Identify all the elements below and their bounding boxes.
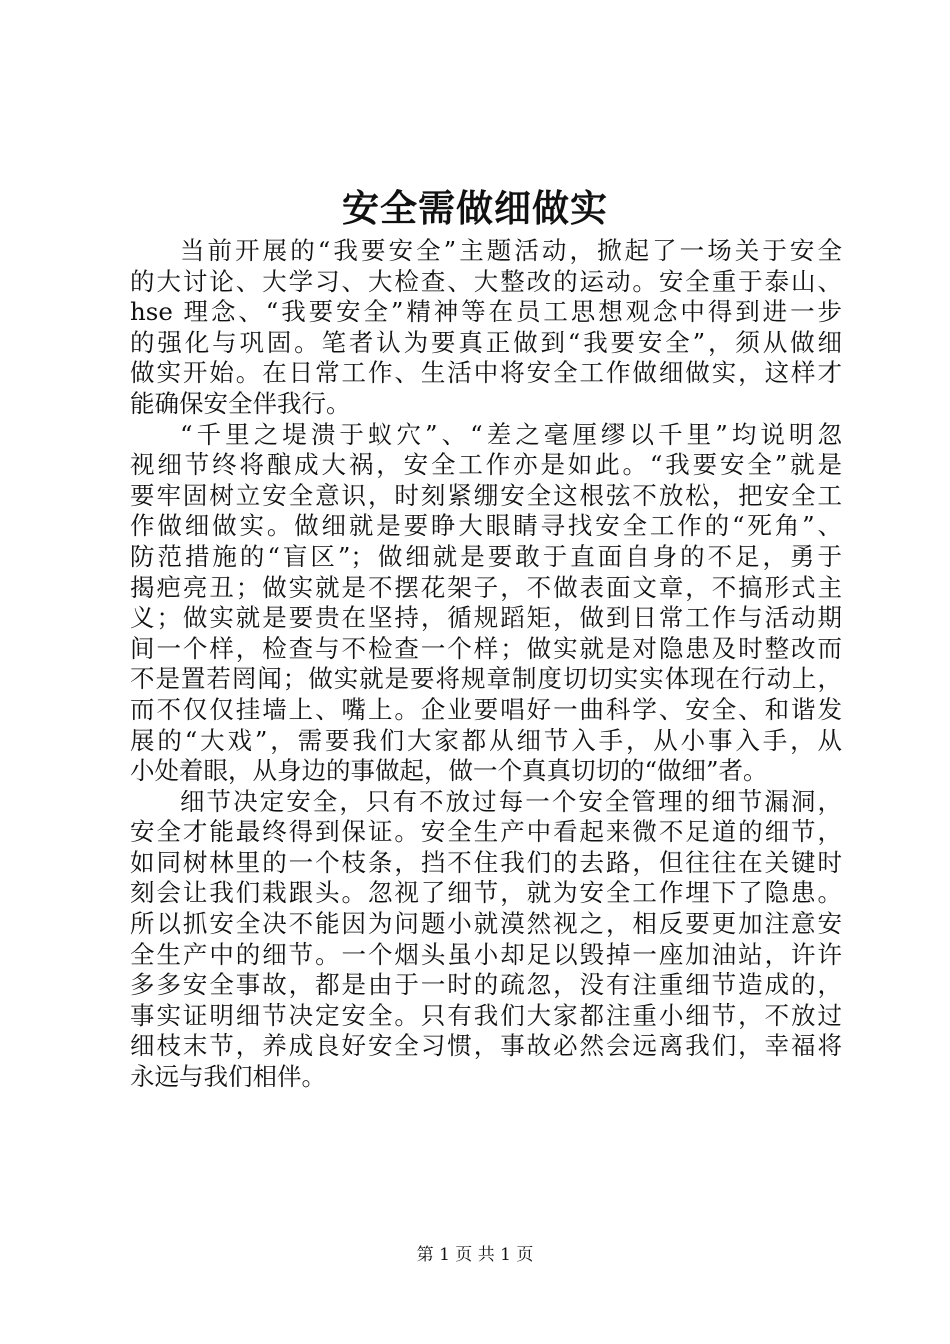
paragraph-3-line: 所以抓安全决不能因为问题小就漠然视之，相反要更加注意安 [130,909,842,939]
paragraph-2-line: 不是置若罔闻；做实就是要将规章制度切切实实体现在行动上， [130,664,842,694]
paragraph-1-line: 的大讨论、大学习、大检查、大整改的运动。安全重于泰山、 [130,266,842,296]
paragraph-1-line: 当前开展的“我要安全”主题活动，掀起了一场关于安全 [180,236,842,265]
paragraph-2-line: 间一个样，检查与不检查一个样；做实就是对隐患及时整改而 [130,633,842,663]
paragraph-2-line: 展的“大戏”，需要我们大家都从细节入手，从小事入手，从 [130,725,842,755]
paragraph-1-line: 的强化与巩固。笔者认为要真正做到“我要安全”，须从做细 [130,327,842,357]
paragraph-1-line: 做实开始。在日常工作、生活中将安全工作做细做实，这样才 [130,358,842,388]
paragraph-3-line: 安全才能最终得到保证。安全生产中看起来微不足道的细节， [130,817,842,847]
paragraph-3-line: 细节决定安全，只有不放过每一个安全管理的细节漏洞， [180,786,842,816]
paragraph-2-line: 要牢固树立安全意识，时刻紧绷安全这根弦不放松，把安全工 [130,480,842,510]
paragraph-3-line: 事实证明细节决定安全。只有我们大家都注重小细节，不放过 [130,1000,842,1030]
paragraph-2-line: 防范措施的“盲区”；做细就是要敢于直面自身的不足，勇于 [130,541,842,571]
paragraph-3-line: 刻会让我们栽跟头。忽视了细节，就为安全工作埋下了隐患。 [130,878,842,908]
page-footer: 第 1 页 共 1 页 [416,1245,534,1265]
paragraph-2-line: 义；做实就是要贵在坚持，循规蹈矩，做到日常工作与活动期 [130,603,842,633]
paragraph-1-line: hse 理念、“我要安全”精神等在员工思想观念中得到进一步 [130,297,842,327]
document-body [130,236,842,1093]
paragraph-2-line: “千里之堤溃于蚁穴”、“差之毫厘缪以千里”均说明忽 [180,419,842,449]
paragraph-2-line: 而不仅仅挂墙上、嘴上。企业要唱好一曲科学、安全、和谐发 [130,694,842,724]
document-title: 安全需做细做实 [342,186,608,230]
paragraph-2-line: 揭疤亮丑；做实就是不摆花架子，不做表面文章，不搞形式主 [130,572,842,602]
paragraph-3-line: 细枝末节，养成良好安全习惯，事故必然会远离我们，幸福将 [130,1031,842,1061]
paragraph-2-line: 作做细做实。做细就是要睁大眼睛寻找安全工作的“死角”、 [130,511,842,541]
paragraph-3-line: 永远与我们相伴。 [130,1062,326,1092]
paragraph-1-line: 能确保安全伴我行。 [130,388,351,418]
paragraph-2-line: 小处着眼，从身边的事做起，做一个真真切切的“做细”者。 [130,756,768,786]
paragraph-3-line: 全生产中的细节。一个烟头虽小却足以毁掉一座加油站，许许 [130,939,842,969]
paragraph-3-line: 多多安全事故，都是由于一时的疏忽，没有注重细节造成的， [130,970,842,1000]
paragraph-3-line: 如同树林里的一个枝条，挡不住我们的去路，但往往在关键时 [130,847,842,877]
paragraph-2-line: 视细节终将酿成大祸，安全工作亦是如此。“我要安全”就是 [130,450,842,480]
